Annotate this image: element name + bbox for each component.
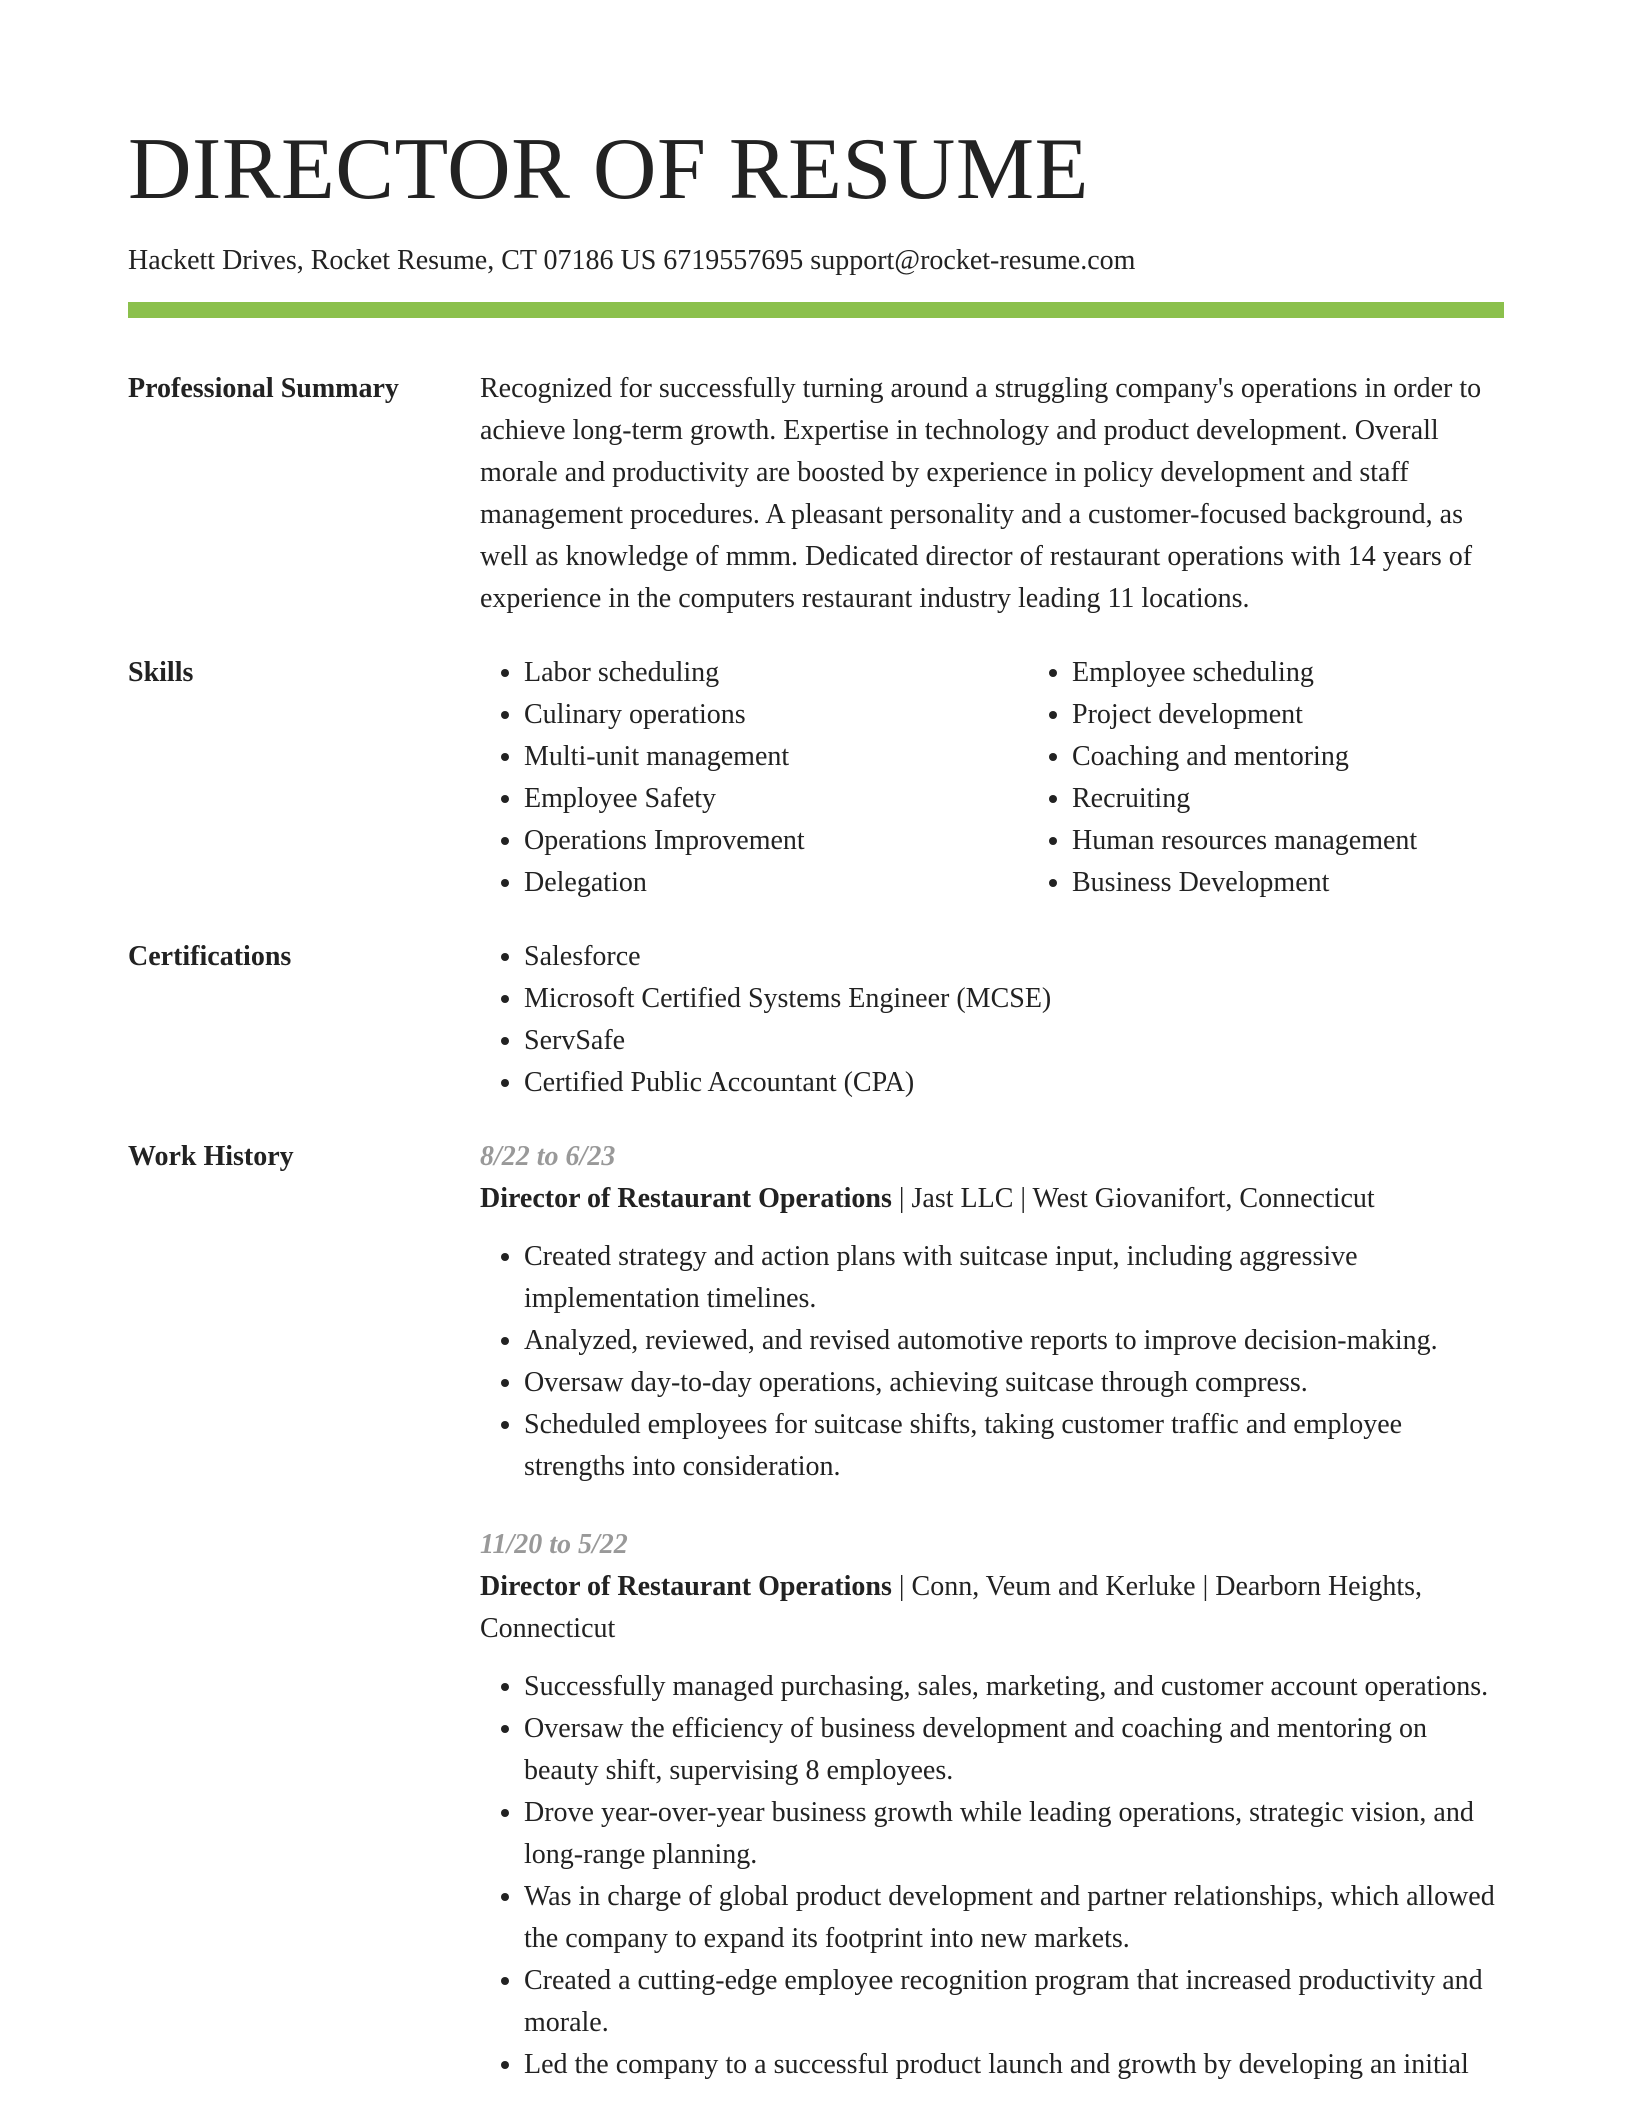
- job-details: | Conn, Veum and Kerluke | Dearborn Heights, Connecticut: [480, 1571, 1423, 1644]
- skill-item: • Employee scheduling: [1072, 652, 1532, 694]
- job-bullet: • Led the company to a successful product launch and growth by developing an initial: [524, 2044, 1504, 2086]
- work-history-heading: Work History: [128, 1141, 294, 1172]
- skills-section: [128, 652, 1504, 904]
- skill-item: • Culinary operations: [524, 694, 984, 736]
- job-dates: 11/20 to 5/22: [480, 1529, 628, 1560]
- job-bullet: • Successfully managed purchasing, sales, marketing, and customer account operations.: [524, 1666, 1504, 1708]
- certification-item: • Salesforce: [524, 936, 1504, 978]
- certifications-heading: Certifications: [128, 941, 292, 972]
- certifications-list: [480, 936, 1504, 1104]
- job-details: | Jast LLC | West Giovanifort, Connecticut: [891, 1183, 1375, 1214]
- skills-list-right: [1028, 652, 1532, 904]
- skills-list-left: [480, 652, 984, 904]
- job-bullet: • Drove year-over-year business growth while leading operations, strategic vision, and long-range planning.: [524, 1792, 1504, 1876]
- job-header: [480, 1178, 1504, 1220]
- job-entry: [480, 1136, 1504, 1488]
- work-history-section: [128, 1136, 1504, 2122]
- resume-page: [128, 120, 1504, 2122]
- skill-item: • Project development: [1072, 694, 1532, 736]
- skill-item: • Human resources management: [1072, 820, 1532, 862]
- job-bullet: • Oversaw the efficiency of business development and coaching and mentoring on beauty shift, supervising 8 employees.: [524, 1708, 1504, 1792]
- job-dates: 8/22 to 6/23: [480, 1141, 616, 1172]
- certifications-section: [128, 936, 1504, 1104]
- contact-line: Hackett Drives, Rocket Resume, CT 07186 US 6719557695 support@rocket-resume.com: [128, 245, 1136, 276]
- summary-section: [128, 368, 1504, 620]
- job-bullets: [480, 1236, 1504, 1488]
- skill-item: • Delegation: [524, 862, 984, 904]
- skill-item: • Employee Safety: [524, 778, 984, 820]
- summary-heading: Professional Summary: [128, 373, 399, 404]
- job-bullet: • Created strategy and action plans with suitcase input, including aggressive implementation timelines.: [524, 1236, 1504, 1320]
- skills-heading: Skills: [128, 657, 194, 688]
- accent-divider: [128, 302, 1504, 318]
- certification-item: • Microsoft Certified Systems Engineer (MCSE): [524, 978, 1504, 1020]
- skill-item: • Coaching and mentoring: [1072, 736, 1532, 778]
- job-bullet: • Was in charge of global product development and partner relationships, which allowed the company to expand its footprint into new markets.: [524, 1876, 1504, 1960]
- resume-name: DIRECTOR OF RESUME: [128, 121, 1089, 218]
- job-title: Director of Restaurant Operations: [480, 1183, 892, 1214]
- job-bullet: • Oversaw day-to-day operations, achieving suitcase through compress.: [524, 1362, 1504, 1404]
- job-entry: [480, 1524, 1504, 2086]
- job-bullet: • Scheduled employees for suitcase shifts, taking customer traffic and employee strengths into consideration.: [524, 1404, 1504, 1488]
- job-bullets: [480, 1666, 1504, 2086]
- skill-item: • Recruiting: [1072, 778, 1532, 820]
- certification-item: • ServSafe: [524, 1020, 1504, 1062]
- skill-item: • Labor scheduling: [524, 652, 984, 694]
- certification-item: • Certified Public Accountant (CPA): [524, 1062, 1504, 1104]
- skill-item: • Operations Improvement: [524, 820, 984, 862]
- job-bullet: • Analyzed, reviewed, and revised automotive reports to improve decision-making.: [524, 1320, 1504, 1362]
- job-title: Director of Restaurant Operations: [480, 1571, 892, 1602]
- skill-item: • Multi-unit management: [524, 736, 984, 778]
- summary-text: Recognized for successfully turning around a struggling company's operations in order to achieve long-term growth. Expertise in technology and product development. Overall morale and productivity are boosted by experience in policy development and staff management procedures. A pleasant personality and a customer-focused background, as well as knowledge of mmm. Dedicated director of restaurant operations with 14 years of experience in the computers restaurant industry leading 11 locations.: [480, 373, 1482, 614]
- job-header: [480, 1566, 1504, 1650]
- skill-item: • Business Development: [1072, 862, 1532, 904]
- job-bullet: • Created a cutting-edge employee recognition program that increased productivity and morale.: [524, 1960, 1504, 2044]
